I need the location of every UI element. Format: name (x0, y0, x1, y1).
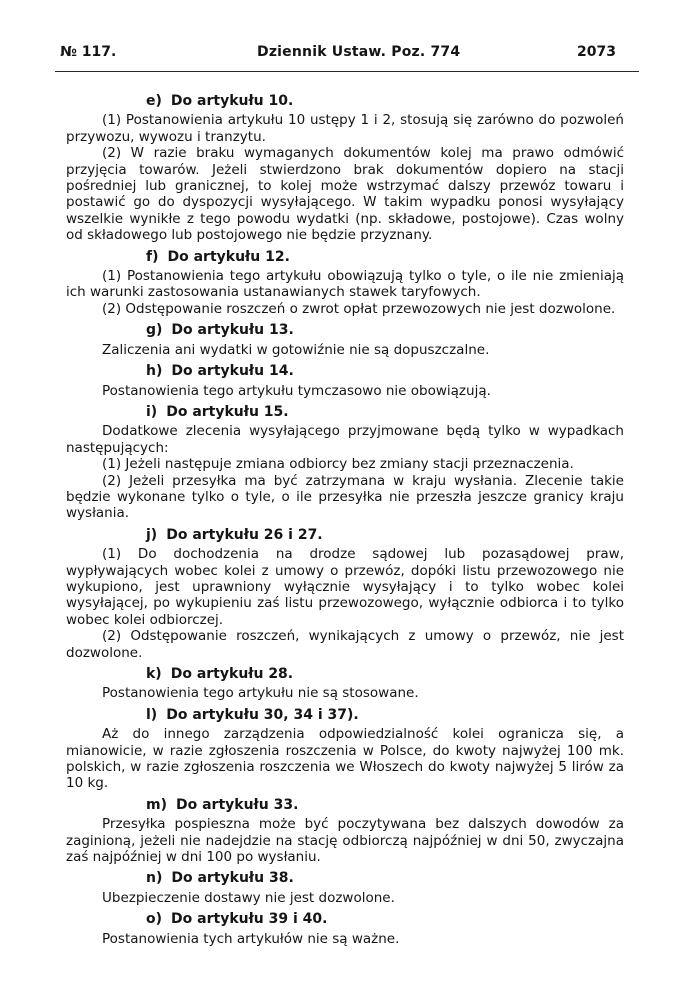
section-label: n) (146, 870, 163, 887)
section (66, 707, 624, 792)
paragraph: (1) Postanowienia artykułu 10 ustępy 1 i 2, stosują się zarówno do pozwoleń przywozu, wywozu i tranzytu. (66, 112, 624, 145)
section (66, 911, 624, 947)
page-number: 2073 (577, 44, 616, 60)
section-title: Do artykułu 10. (170, 93, 294, 109)
paragraph: Postanowienia tych artykułów nie są ważne. (102, 930, 400, 947)
section-heading (66, 527, 624, 543)
section-heading (66, 797, 624, 813)
section-heading (66, 249, 624, 265)
section-label: g) (146, 322, 163, 339)
section-heading (66, 870, 624, 886)
section-heading (66, 666, 624, 682)
section-label: i) (146, 403, 158, 420)
paragraph: (1) Do dochodzenia na drodze sądowej lub pozasądowej praw, wypływających wobec kolei z umowy o przewóz, dopóki listu przewozowego nie wykupiono, jest uprawniony wyłącznie wysyłający i to tylko wobec kolei wysyłającej, po wykupieniu zaś listu przewozowego, wyłącznie odbiorca i to tylko wobec kolei odbiorczej. (66, 546, 624, 628)
section-title: Do artykułu 38. (171, 870, 294, 887)
section (66, 666, 624, 702)
document-body (66, 88, 624, 947)
paragraph: (2) Jeżeli przesyłka ma być zatrzymana w kraju wysłania. Zlecenie takie będzie wykonane tylko o tyle, o ile przesyłka nie przeszła jeszcze granicy kraju wysłania. (66, 472, 624, 522)
section-label: l) (146, 706, 158, 723)
section (66, 322, 624, 358)
section-heading (66, 322, 624, 338)
paragraph: Przesyłka pospieszna może być poczytywana bez dalszych dowodów za zaginioną, jeżeli nie nadejdzie na stację odbiorczą najpóźniej w dni 50, zwyczajna zaś najpóźniej w dni 100 po wysłaniu. (66, 816, 624, 866)
issue-number: № 117. (60, 44, 117, 60)
section-label: m) (146, 796, 167, 813)
section-title: Do artykułu 26 i 27. (166, 526, 323, 543)
section-heading (66, 404, 624, 420)
section-title: Do artykułu 39 i 40. (171, 911, 328, 928)
paragraph: (2) W razie braku wymaganych dokumentów kolej ma prawo odmówić przyjęcia towarów. Jeżeli stwierdzono brak dokumentów dopiero na stacji pośredniej lub granicznej, to kolej może wstrzymać dalszy przewóz towaru i postawić go do dyspozycji wysyłającego. W takim wypadku ponosi wysyłający wszelkie wynikłe z tego powodu wydatki (np. składowe, postojowe). Czas wolny od składowego lub postojowego nie będzie przyznany. (66, 145, 624, 244)
section-heading (66, 707, 624, 723)
section (66, 870, 624, 906)
page-header (60, 44, 620, 64)
section-title: Do artykułu 12. (167, 248, 290, 265)
section-label: f) (146, 248, 159, 265)
section-title: Do artykułu 14. (171, 363, 294, 380)
paragraph: (1) Postanowienia tego artykułu obowiązują tylko o tyle, o ile nie zmieniają ich warunki zastosowania ustanawianych stawek taryfowych. (66, 268, 624, 301)
section-label: k) (146, 666, 162, 682)
paragraph: Zaliczenia ani wydatki w gotowiźnie nie są dopuszczalne. (102, 341, 490, 358)
paragraph: (2) Odstępowanie roszczeń, wynikających z umowy o przewóz, nie jest dozwolone. (66, 628, 624, 661)
section-title: Do artykułu 15. (166, 403, 289, 420)
section (66, 404, 624, 522)
section (66, 527, 624, 661)
section-title: Do artykułu 30, 34 i 37). (166, 706, 359, 723)
paragraph: (2) Odstępowanie roszczeń o zwrot opłat przewozowych nie jest dozwolone. (102, 300, 616, 317)
paragraph: Ubezpieczenie dostawy nie jest dozwolone. (102, 889, 395, 906)
section (66, 93, 624, 244)
section-label: o) (146, 911, 163, 928)
section (66, 363, 624, 399)
section-title: Do artykułu 33. (176, 796, 299, 813)
journal-title: Dziennik Ustaw. Poz. 774 (257, 44, 461, 60)
section (66, 797, 624, 866)
section-heading (66, 363, 624, 379)
section-label: j) (146, 526, 158, 543)
section-title: Do artykułu 13. (171, 322, 294, 339)
paragraph: (1) Jeżeli następuje zmiana odbiorcy bez zmiany stacji przeznaczenia. (102, 456, 574, 473)
header-rule (55, 71, 639, 72)
section-label: e) (146, 93, 162, 109)
section-heading (66, 911, 624, 927)
section-label: h) (146, 363, 163, 380)
section-title: Do artykułu 28. (170, 666, 294, 682)
section (66, 249, 624, 318)
paragraph: Aż do innego zarządzenia odpowiedzialność kolei ogranicza się, a mianowicie, w razie zgłoszenia roszczenia w Polsce, do kwoty najwyżej 100 mk. polskich, w razie zgłoszenia roszczenia we Włoszech do kwoty najwyżej 5 lirów za 10 kg. (66, 726, 624, 792)
paragraph: Dodatkowe zlecenia wysyłającego przyjmowane będą tylko w wypadkach następujących: (66, 423, 624, 456)
paragraph: Postanowienia tego artykułu tymczasowo nie obowiązują. (102, 382, 491, 399)
section-heading (66, 93, 624, 109)
paragraph: Postanowienia tego artykułu nie są stosowane. (102, 685, 419, 702)
